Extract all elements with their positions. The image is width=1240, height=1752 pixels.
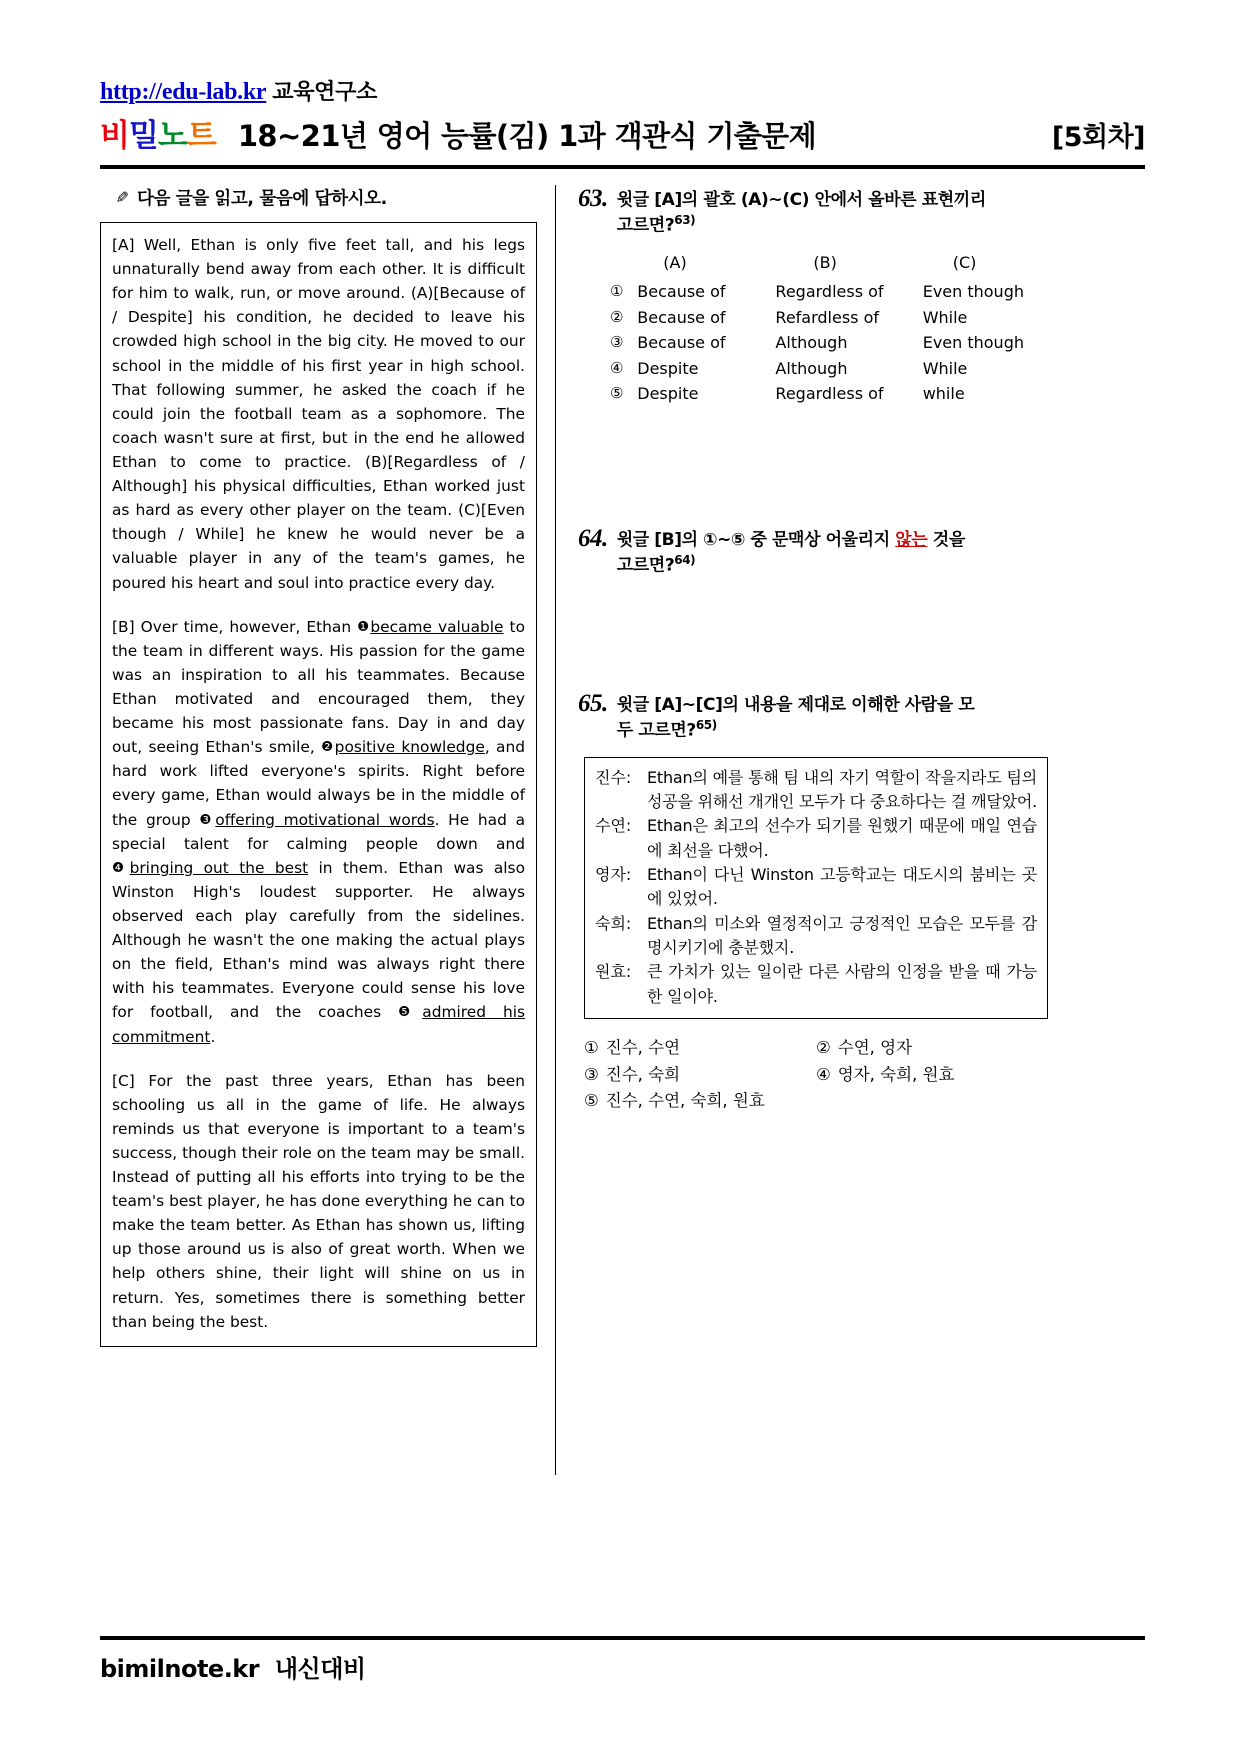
- choice-label: 진수, 숙희: [605, 1064, 681, 1084]
- left-column: [100, 185, 555, 1475]
- underline-2: positive knowledge: [334, 738, 485, 757]
- option-value-c: While: [922, 358, 968, 378]
- option-table-header: [610, 250, 1048, 280]
- option-value-a: Because of: [637, 307, 726, 327]
- speaker-text: Ethan의 미소와 열정적이고 긍정적인 모습은 모두를 감명시키기에 충분했지.: [647, 913, 1037, 957]
- choice-mark: ⑤: [584, 1091, 599, 1111]
- dialog-row: [595, 912, 1037, 961]
- question-65: [578, 690, 1048, 1115]
- question-65-head: [578, 690, 1048, 743]
- speaker-name: 수연:: [595, 816, 632, 836]
- question-65-stem: [617, 690, 975, 743]
- option-value-a: Despite: [637, 358, 699, 378]
- choice-mark: ④: [816, 1064, 831, 1084]
- brand-char-3: 노: [157, 118, 187, 154]
- speaker-name: 숙희:: [595, 913, 632, 933]
- choice-label: 진수, 수연: [605, 1037, 681, 1057]
- question-64-stem: [617, 525, 965, 578]
- question-65-stem-line2: 두 고르면?: [616, 720, 696, 741]
- right-column: [578, 185, 1048, 1475]
- option-value-b: Refardless of: [775, 307, 880, 327]
- page-footer: [100, 1636, 1145, 1684]
- passage-b-t3: , and hard work lifted everyone's spirits. Right before every game, Ethan would always be in the middle of the group: [112, 738, 526, 829]
- marker-4: ❹: [112, 859, 130, 876]
- option-mark: ②: [610, 307, 624, 326]
- option-mark: ③: [610, 333, 624, 352]
- question-64-footnote: 64): [674, 553, 696, 568]
- question-65-choices: [584, 1035, 1048, 1115]
- passage-box: [100, 222, 537, 1347]
- speaker-text: Ethan은 최고의 선수가 되기를 원했기 때문에 매일 연습에 최선을 다했어.: [647, 816, 1037, 860]
- column-divider: [555, 185, 556, 1475]
- underline-1: became valuable: [370, 617, 504, 636]
- question-63-number: 63.: [578, 185, 608, 212]
- dialog-row: [595, 960, 1037, 1009]
- choice-mark: ②: [816, 1037, 831, 1057]
- question-65-footnote: 65): [695, 718, 717, 733]
- brand-char-4: 트: [186, 118, 216, 154]
- question-64-stem-line2: 고르면?: [616, 555, 675, 576]
- direction-line: [116, 185, 537, 210]
- footer-text: [100, 1649, 1145, 1684]
- question-65-number: 65.: [578, 689, 608, 717]
- choice-option-5[interactable]: [584, 1088, 816, 1115]
- choice-label: 수연, 영자: [837, 1037, 913, 1057]
- choice-option-3[interactable]: [584, 1062, 816, 1089]
- question-63-stem-line1: 윗글 [A]의 괄호 (A)~(C) 안에서 올바른 표현끼리: [616, 190, 986, 210]
- underline-3: offering motivational words: [215, 810, 435, 829]
- marker-5: ❺: [398, 1004, 423, 1021]
- question-64-head: [578, 525, 1048, 578]
- option-row[interactable]: [610, 381, 1048, 407]
- choice-option-4[interactable]: [816, 1062, 954, 1089]
- question-64-stem-post: 것을: [927, 530, 965, 550]
- brand-char-1: 비: [100, 118, 129, 154]
- choice-row: [584, 1062, 1048, 1089]
- question-65-dialog-box: [584, 757, 1048, 1019]
- footer-tag: 내신대비: [274, 1655, 366, 1683]
- choice-label: 진수, 수연, 숙희, 원효: [605, 1091, 765, 1111]
- question-65-stem-line1: 윗글 [A]~[C]의 내용을 제대로 이해한 사람을 모: [616, 694, 975, 715]
- option-row[interactable]: [610, 330, 1048, 356]
- question-63: [578, 185, 1048, 407]
- option-value-c: While: [922, 307, 968, 327]
- passage-b: [112, 615, 525, 1049]
- title-row: [100, 110, 1145, 155]
- column-header-c: (C): [952, 252, 977, 272]
- question-63-options-table: [610, 250, 1048, 407]
- marker-3: ❸: [199, 811, 216, 828]
- speaker-name: 진수:: [595, 767, 632, 787]
- speaker-name: 원효:: [595, 962, 632, 982]
- choice-row: [584, 1035, 1048, 1062]
- page-title: 18~21년 영어 능률(김) 1과 객관식 기출문제: [237, 119, 816, 153]
- marker-1: ❶: [357, 618, 371, 635]
- footer-site: bimilnote.kr: [100, 1655, 260, 1683]
- speaker-text: Ethan의 예를 통해 팀 내의 자기 역할이 작을지라도 팀의 성공을 위해선 개개인 모두가 다 중요하다는 걸 깨달았어.: [647, 767, 1037, 812]
- dialog-row: [595, 863, 1037, 912]
- brand-char-2: 밀: [128, 118, 158, 154]
- option-value-b: Although: [775, 358, 848, 378]
- question-63-stem: [617, 185, 986, 238]
- question-64: [578, 525, 1048, 578]
- speaker-name: 영자:: [595, 865, 632, 885]
- passage-a: [A] Well, Ethan is only five feet tall, and his legs unnaturally bend away from each other. It is difficult for him to walk, run, or move around. (A)[Because of / Despite] his condition, he decided to leave his crowded high school in the big city. He moved to our school in the middle of his first year in high school. That following summer, he asked the coach if he could join the football team as a sophomore. The coach wasn't sure at first, but in the end he allowed Ethan to come to practice. (B)[Regardless of / Although] his physical difficulties, Ethan worked just as hard as every other player on the team. (C)[Even though / While] he knew he would never be a valuable player in any of the team's games, he poured his heart and soul into practice every day.: [112, 236, 525, 592]
- question-63-stem-line2: 고르면?: [616, 215, 675, 236]
- option-value-c: while: [922, 384, 965, 404]
- two-column-body: [100, 185, 1145, 1475]
- choice-option-1[interactable]: [584, 1035, 816, 1062]
- question-63-head: [578, 185, 1048, 238]
- footer-divider: [100, 1636, 1145, 1640]
- dialog-row: [595, 766, 1037, 815]
- question-64-stem-pre: 윗글 [B]의 ①~⑤ 중 문맥상 어울리지: [616, 530, 896, 550]
- choice-option-2[interactable]: [816, 1035, 912, 1062]
- round-label: [5회차]: [1051, 122, 1145, 153]
- option-value-b: Although: [775, 333, 848, 353]
- choice-mark: ③: [584, 1064, 599, 1084]
- passage-b-t1: [B] Over time, however, Ethan: [112, 617, 358, 636]
- option-value-b: Regardless of: [775, 282, 884, 302]
- speaker-text: Ethan이 다닌 Winston 고등학교는 대도시의 붐비는 곳에 있었어.: [647, 865, 1037, 909]
- underline-4: bringing out the best: [129, 858, 309, 877]
- option-mark: ①: [610, 282, 624, 301]
- option-value-a: Because of: [637, 333, 726, 353]
- option-value-c: Even though: [922, 333, 1024, 353]
- site-org-label: 교육연구소: [272, 80, 378, 105]
- option-value-a: Because of: [637, 282, 726, 302]
- option-row[interactable]: [610, 279, 1048, 305]
- question-64-number: 64.: [578, 525, 608, 552]
- choice-label: 영자, 숙희, 원효: [837, 1064, 955, 1084]
- passage-b-t5: in them. Ethan was also Winston High's loudest supporter. He always observed each play carefully from the sidelines. Although he wasn't the one making the actual plays on the field, Ethan's mind was always right there with his teammates. Everyone could sense his love for football, and the coaches: [112, 858, 525, 1022]
- option-row[interactable]: [610, 305, 1048, 331]
- option-value-b: Regardless of: [775, 384, 884, 404]
- option-value-a: Despite: [637, 384, 699, 404]
- marker-2: ❷: [321, 739, 335, 756]
- column-header-a: (A): [663, 252, 687, 272]
- choice-mark: ①: [584, 1037, 599, 1057]
- site-url-link[interactable]: http://edu-lab.kr: [100, 79, 267, 105]
- dialog-row: [595, 814, 1037, 863]
- passage-b-t6: .: [210, 1027, 216, 1046]
- option-mark: ④: [610, 358, 624, 377]
- passage-b-t2: to the team in different ways. His passion for the game was an inspiration to all his teammates. Because Ethan motivated and encouraged them, they became his most passionate fans. Day in and day out, seeing Ethan's smile,: [112, 617, 525, 757]
- option-value-c: Even though: [922, 282, 1024, 302]
- site-line: [100, 75, 1145, 106]
- speaker-text: 큰 가치가 있는 일이란 다른 사람의 인정을 받을 때 가능한 일이야.: [647, 962, 1037, 1006]
- header-divider: [100, 165, 1145, 169]
- pencil-icon: ✎: [116, 188, 130, 207]
- brand-logo: [100, 110, 216, 155]
- underline-5: admired his commitment: [112, 1003, 526, 1046]
- passage-b-t4: . He had a special talent for calming people down and: [112, 810, 526, 853]
- question-64-negation: 않는: [895, 530, 928, 550]
- direction-text: 다음 글을 읽고, 물음에 답하시오.: [137, 189, 387, 209]
- option-mark: ⑤: [610, 384, 624, 403]
- question-63-footnote: 63): [674, 213, 696, 228]
- option-row[interactable]: [610, 356, 1048, 382]
- choice-row: [584, 1088, 1048, 1115]
- column-header-b: (B): [813, 252, 837, 272]
- passage-c: [C] For the past three years, Ethan has been schooling us all in the game of life. He always reminds us that everyone is important to a team's success, though their role on the team may be small. Instead of putting all his efforts into trying to be the team's best player, he has done everything he can to make the team better. As Ethan has shown us, lifting up those around us is also of great worth. When we help others shine, their light will shine on us in return. Yes, sometimes there is something better than being the best.: [112, 1071, 525, 1331]
